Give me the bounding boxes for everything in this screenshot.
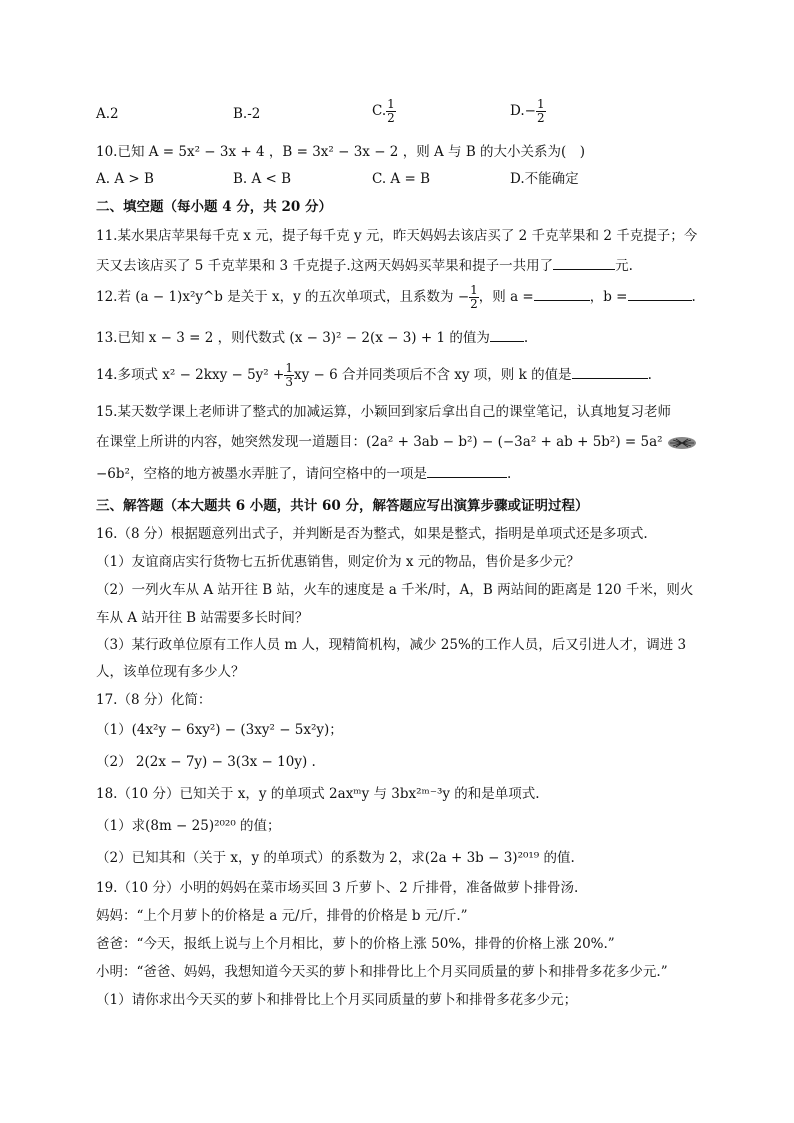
answer-blank-a xyxy=(534,285,590,301)
q10-option-d: D.不能确定 xyxy=(510,171,579,187)
q19-mom: 妈妈：“上个月萝卜的价格是 a 元/斤，排骨的价格是 b 元/斤.” xyxy=(96,908,468,924)
q10-option-b: B. A < B xyxy=(233,171,292,187)
q17-part2: （2） 2(2x − 7y) − 3(3x − 10y) . xyxy=(96,754,316,770)
q12: 12.若 (a − 1)x²y^b 是关于 x，y 的五次单项式，且系数为 − $\frac{1}{2}$ ，则 a = ，b = . xyxy=(96,283,696,311)
q16-part3a: （3）某行政单位原有工作人员 m 人，现精简机构，减少 25%的工作人员，后又引进人才，调进 3 xyxy=(96,637,687,653)
q10-option-a: A. A > B xyxy=(96,171,154,187)
fraction: $\frac{1}{2}$ xyxy=(536,97,545,125)
q15-line2: 在课堂上所讲的内容，她突然发现一道题目：(2a² + 3ab − b²) − (−3a² + ab + 5b²) = 5a² xyxy=(96,432,697,452)
q9-option-c: C. $\frac{1}{2}$ xyxy=(372,97,395,125)
q19-stem: 19.（10 分）小明的妈妈在菜市场买回 3 斤萝卜、2 斤排骨，准备做萝卜排骨汤. xyxy=(96,880,579,896)
q15-line1: 15.某天数学课上老师讲了整式的加减运算，小颖回到家后拿出自己的课堂笔记，认真地复习老师 xyxy=(96,404,671,420)
q19-dad: 爸爸：“今天，报纸上说与上个月相比，萝卜的价格上涨 50%，排骨的价格上涨 20%.” xyxy=(96,936,615,952)
q9-option-d: D.− $\frac{1}{2}$ xyxy=(510,97,545,125)
answer-blank xyxy=(572,363,648,379)
q17-part1: （1）(4x²y − 6xy²) − (3xy² − 5x²y)； xyxy=(96,722,343,738)
q15-line3: −6b²，空格的地方被墨水弄脏了，请问空格中的一项是 . xyxy=(96,462,511,484)
fraction: $\frac{1}{2}$ xyxy=(470,283,478,311)
q13: 13.已知 x − 3 = 2 ，则代数式 (x − 3)² − 2(x − 3) + 1 的值为 . xyxy=(96,326,528,348)
q16-part1: （1）友谊商店实行货物七五折优惠销售，则定价为 x 元的物品，售价是多少元？ xyxy=(96,554,580,570)
q18-part1: （1）求(8m − 25)²⁰²⁰ 的值； xyxy=(96,818,281,834)
q16-stem: 16.（8 分）根据题意列出式子，并判断是否为整式，如果是整式，指明是单项式还是多项式. xyxy=(96,526,648,542)
q16-part3b: 人，该单位现有多少人？ xyxy=(96,664,245,680)
q18-stem: 18.（10 分）已知关于 x，y 的单项式 2axᵐy 与 3bx²ᵐ⁻³y 的和是单项式. xyxy=(96,786,540,802)
q9-option-b: B.-2 xyxy=(233,106,261,122)
q18-part2: （2）已知其和（关于 x，y 的单项式）的系数为 2，求(2a + 3b − 3)²⁰¹⁹ 的值. xyxy=(96,850,575,866)
q16-part2b: 车从 A 站开往 B 站需要多长时间？ xyxy=(96,610,309,626)
ink-smudge xyxy=(667,436,697,450)
q10-stem: 10.已知 A = 5x² − 3x + 4 ，B = 3x² − 3x − 2 ，则 A 与 B 的大小关系为( ) xyxy=(96,144,586,160)
q17-stem: 17.（8 分）化简： xyxy=(96,692,212,708)
answer-blank-b xyxy=(628,285,692,301)
q19-part1: （1）请你求出今天买的萝卜和排骨比上个月买同质量的萝卜和排骨多花多少元； xyxy=(96,992,578,1008)
answer-blank xyxy=(490,326,524,342)
q9-option-a: A.2 xyxy=(96,106,119,122)
q16-part2a: （2）一列火车从 A 站开往 B 站，火车的速度是 a 千米/时，A，B 两站间的距离是 120 千米，则火 xyxy=(96,582,694,598)
q10-option-c: C. A = B xyxy=(372,171,430,187)
q14: 14.多项式 x² − 2kxy − 5y² + $\frac{1}{3}$ xy − 6 合并同类项后不含 xy 项，则 k 的值是 . xyxy=(96,361,652,389)
fraction: $\frac{1}{2}$ xyxy=(387,97,395,125)
q11-line2: 天又去该店买了 5 千克苹果和 3 千克提子.这两天妈妈买苹果和提子一共用了 元. xyxy=(96,254,633,276)
answer-blank xyxy=(427,462,507,478)
answer-blank xyxy=(553,254,615,270)
section-heading-fill-in: 二、填空题（每小题 4 分，共 20 分） xyxy=(96,199,332,215)
q19-xiaoming: 小明：“爸爸、妈妈，我想知道今天买的萝卜和排骨比上个月买同质量的萝卜和排骨多花多少元.” xyxy=(96,964,668,980)
q11-line1: 11.某水果店苹果每千克 x 元，提子每千克 y 元，昨天妈妈去该店买了 2 千克苹果和 2 千克提子；今 xyxy=(96,228,698,244)
fraction: $\frac{1}{3}$ xyxy=(285,361,293,389)
section-heading-solutions: 三、解答题（本大题共 6 小题，共计 60 分，解答题应写出演算步骤或证明过程） xyxy=(96,498,589,514)
